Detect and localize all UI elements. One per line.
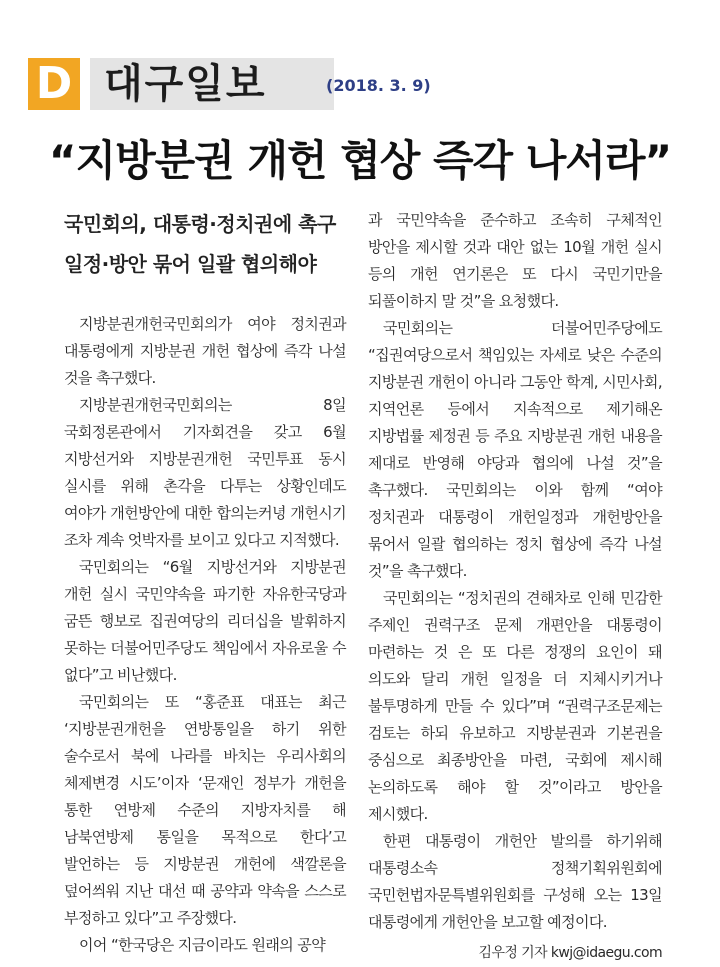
masthead [28,58,328,110]
article-paragraph: 지방분권개헌국민회의가 여야 정치권과 대통령에게 지방분권 개헌 협상에 즉각 나설 것을 촉구했다. [64,315,346,387]
article-byline: 김우정 기자 kwj@idaegu.com [478,945,662,961]
article-subheadline [64,204,364,284]
article-headline: “지방분권 개헌 협상 즉각 나서라” [48,136,672,185]
article-paragraph: 지방분권개헌국민회의는 8일 국회정론관에서 기자회견을 갖고 6월 지방선거와 지방분권개헌 국민투표 동시 실시를 위해 촌각을 다투는 상황인데도 여야가 개헌방안에 대한 합의는커녕 개헌시기 조차 계속 엇박자를 보이고 있다고 지적했다. [64,396,346,549]
article-column-left [64,311,346,959]
subhead-line: 일정·방안 묶어 일괄 협의해야 [64,252,317,276]
article-paragraph: 국민회의는 “정치권의 견해차로 인해 민감한 주제인 권력구조 문제 개편안을 대통령이 마련하는 것 은 또 다른 정쟁의 요인이 돼 의도와 달리 개헌 일정을 더 지체시키거나 불투명하게 만들 수 있다”며 “권력구조문제는 검토는 하되 유보하고 지방분권과 기본권을 중심으로 최종방안을 마련, 국회에 제시해 논의하도록 해야 할 것”이라고 방안을 제시했다. [368,589,662,823]
article-paragraph: 국민회의는 더불어민주당에도 “집권여당으로서 책임있는 자세로 낮은 수준의 지방분권 개헌이 아니라 그동안 학계, 시민사회, 지역언론 등에서 지속적으로 제기해온 지방법률 제정권 등 주요 지방분권 개헌 내용을 제대로 반영해 야당과 협의에 나설 것”을 촉구했다. 국민회의는 이와 함께 “여야 정치권과 대통령이 개헌일정과 개헌방안을 묶어서 일괄 협의하는 정치 협상에 즉각 나설 것”을 촉구했다. [368,319,662,580]
newspaper-logo: D [28,58,80,110]
newspaper-name-box [90,58,334,110]
article-column-right [368,207,662,967]
publication-date: (2018. 3. 9) [326,76,431,95]
article-paragraph: 국민회의는 또 “홍준표 대표는 최근 ‘지방분권개헌을 연방통일을 하기 위한 술수로서 북에 나라를 바치는 우리사회의 체제변경 시도’이자 ‘문재인 정부가 개헌을 통한 연방제 수준의 지방자치를 해 남북연방제 통일을 목적으로 한다’고 발언하는 등 지방분권 개헌에 색깔론을 덮어씌워 지난 대선 때 공약과 약속을 스스로 부정하고 있다”고 주장했다. [64,693,346,927]
article-paragraph: 이어 “한국당은 지금이라도 원래의 공약 [79,936,326,954]
newspaper-name: 대구일보 [104,61,267,107]
subhead-line: 국민회의, 대통령·정치권에 촉구 [64,212,336,236]
article-paragraph: 한편 대통령이 개헌안 발의를 하기위해 대통령소속 정책기획위원회에 국민헌법자문특별위원회를 구성해 오는 13일 대통령에게 개헌안을 보고할 예정이다. [368,832,662,931]
article-paragraph: 과 국민약속을 준수하고 조속히 구체적인 방안을 제시할 것과 대안 없는 10월 개헌 실시 등의 개헌 연기론은 또 다시 국민기만을 되풀이하지 말 것”을 요청했다. [368,211,662,310]
article-paragraph: 국민회의는 “6월 지방선거와 지방분권 개헌 실시 국민약속을 파기한 자유한국당과 굼뜬 행보로 집권여당의 리더십을 발휘하지 못하는 더불어민주당도 책임에서 자유로울 수 없다”고 비난했다. [64,558,346,684]
